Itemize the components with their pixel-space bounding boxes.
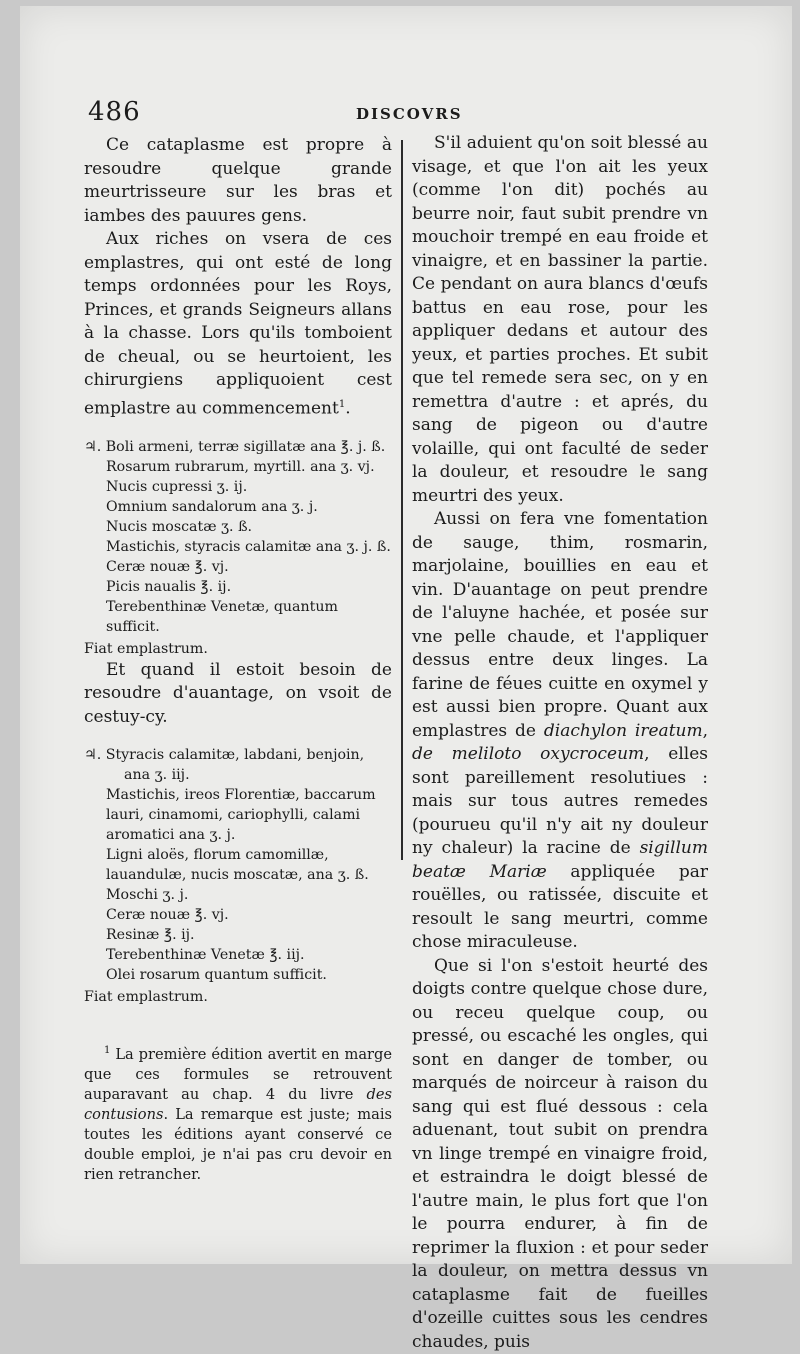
recipe-line: Omnium sandalorum ana ʒ. j. [84, 497, 392, 517]
recipe-line: Moschi ʒ. j. [84, 885, 392, 905]
footnote: $^1$ La première édition avertit en marge que ces formules se retrouvent auparavant au chap. 4 du livre des contusions. La remarque est juste; mais toutes les éditions ayant conservé ce double emploi, je n'ai pas cru devoir en rien retrancher. [84, 1041, 392, 1185]
recipe-line: Olei rosarum quantum sufficit. [84, 965, 392, 985]
recipe-line: Picis naualis ℥. ij. [84, 577, 392, 597]
recipe-line: Ligni aloës, florum camomillæ, lauandulæ, nucis moscatæ, ana ʒ. ß. [84, 845, 392, 885]
recipe-1 [84, 437, 392, 659]
recipe-line: Terebenthinæ Venetæ, quantum sufficit. [84, 597, 392, 637]
page-header [88, 97, 708, 133]
recipe-line: ♃. Boli armeni, terræ sigillatæ ana ℥. j. ß. [84, 437, 392, 457]
recipe-line: ♃. Styracis calamitæ, labdani, benjoin, [84, 745, 392, 765]
paragraph: Que si l'on s'estoit heurté des doigts contre quelque chose dure, ou receu quelque coup, ou pressé, ou escaché les ongles, qui sont en danger de tomber, ou marqués de noirceur à raison du sang qui est flué dessous : cela aduenant, tout subit on prendra vn linge trempé en vinaigre froid, et estraindra le doigt blessé de l'autre main, le plus fort que l'on le pourra endurer, à fin de reprimer la fluxion : et pour seder la douleur, on mettra dessus vn cataplasme fait de fueilles d'ozeille cuittes sous les cendres chaudes, puis [412, 955, 708, 1354]
recipe-line: Mastichis, ireos Florentiæ, baccarum [84, 785, 392, 805]
recipe-2 [84, 745, 392, 1007]
recipe-fiat: Fiat emplastrum. [84, 987, 392, 1007]
recipe-line: Ceræ nouæ ℥. vj. [84, 557, 392, 577]
recipe-line: Nucis cupressi ʒ. ij. [84, 477, 392, 497]
paragraph: Aux riches on vsera de ces emplastres, qui ont esté de long temps ordonnées pour les Roys, Princes, et grands Seigneurs allans à la chasse. Lors qu'ils tomboient de cheual, ou se heurtoient, les chirurgiens appliquoient cest emplastre au commencement$^1$. [84, 228, 392, 421]
recipe-line: Mastichis, styracis calamitæ ana ʒ. j. ß. [84, 537, 392, 557]
recipe-fiat: Fiat emplastrum. [84, 639, 392, 659]
recipe-line: aromatici ana ʒ. j. [84, 825, 392, 845]
paragraph: S'il aduient qu'on soit blessé au visage, et que l'on ait les yeux (comme l'on dit) pochés au beurre noir, faut subit prendre vn mouchoir trempé en eau froide et vinaigre, et en bassiner la partie. Ce pendant on aura blancs d'œufs battus en eau rose, pour les appliquer dedans et autour des yeux, et parties proches. Et subit que tel remede sera sec, on y en remettra d'autre : et aprés, du sang de pigeon ou d'autre volaille, qui ont faculté de seder la douleur, et resoudre le sang meurtri des yeux. [412, 132, 708, 508]
page-number: 486 [88, 97, 141, 127]
footnote-mark: 1 [104, 1045, 110, 1056]
recipe-line: Terebenthinæ Venetæ ℥. iij. [84, 945, 392, 965]
left-column [84, 134, 392, 1185]
recipe-line: Ceræ nouæ ℥. vj. [84, 905, 392, 925]
paragraph: Et quand il estoit besoin de resoudre d'auantage, on vsoit de cestuy-cy. [84, 659, 392, 730]
recipe-line: ana ʒ. iij. [84, 765, 392, 785]
recipe-line: Rosarum rubrarum, myrtill. ana ʒ. vj. [84, 457, 392, 477]
recipe-line: Nucis moscatæ ʒ. ß. [84, 517, 392, 537]
footnote-ref: 1 [339, 399, 345, 410]
column-divider [401, 140, 403, 860]
running-head: DISCOVRS [356, 105, 463, 123]
paragraph: Aussi on fera vne fomentation de sauge, thim, rosmarin, marjolaine, bouillies en eau et vin. D'auantage on peut prendre de l'aluyne hachée, et posée sur vne pelle chaude, et l'appliquer dessus entre deux linges. La farine de féues cuitte en oxymel y est aussi bien propre. Quant aux emplastres de diachylon ireatum, de meliloto oxycroceum, elles sont pareillement resolutiues : mais sur tous autres remedes (pourueu qu'il n'y ait ny douleur ny chaleur) la racine de sigillum beatæ Mariæ appliquée par rouëlles, ou ratissée, discuite et resoult le sang meurtri, comme chose miraculeuse. [412, 508, 708, 955]
paragraph: Ce cataplasme est propre à resoudre quelque grande meurtrisseure sur les bras et iambes des pauures gens. [84, 134, 392, 228]
recipe-line: lauri, cinamomi, cariophylli, calami [84, 805, 392, 825]
recipe-line: Resinæ ℥. ij. [84, 925, 392, 945]
right-column [412, 132, 708, 1354]
